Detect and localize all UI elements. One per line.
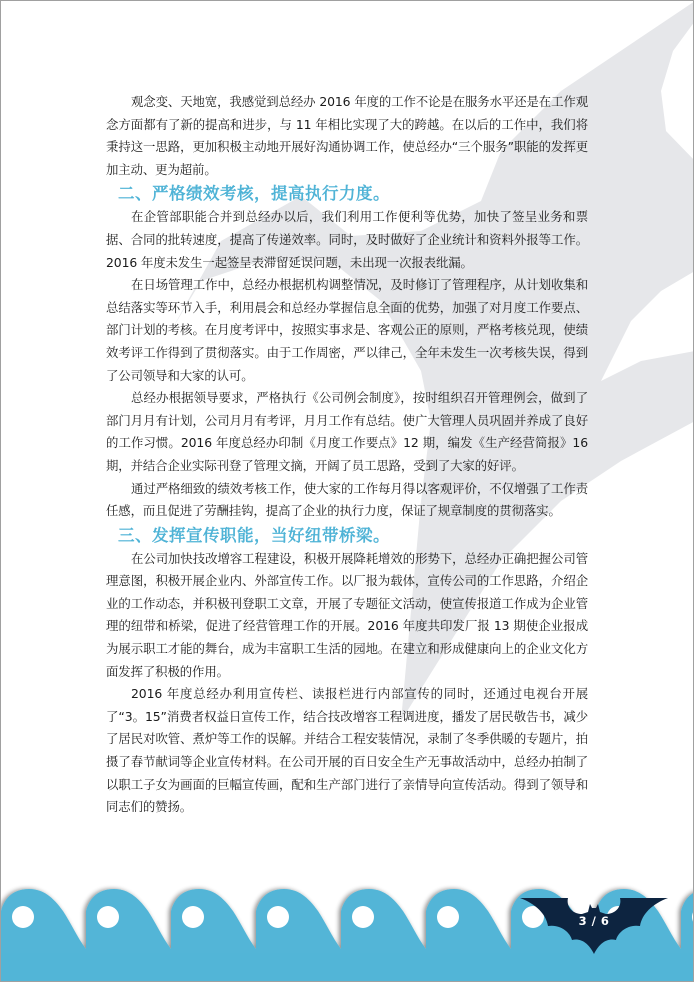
page-number: 3 / 6 <box>578 914 610 928</box>
paragraph: 2016 年度总经办利用宣传栏、读报栏进行内部宣传的同时，还通过电视台开展了“3。15”消费者权益日宣传工作，结合技改增容工程调进度，播发了居民敬告书，减少了居民对吹管、煮炉等工作的误解。并结合工程安装情况，录制了冬季供暖的专题片，拍摄了春节献词等企业宣传材料。在公司开展的百日安全生产无事故活动中，总经办拍制了以职工子女为画面的巨幅宣传画，配和生产部门进行了亲情导向宣传活动。得到了领导和同志们的赞扬。 <box>106 686 588 815</box>
paragraph: 在企管部职能合并到总经办以后，我们利用工作便利等优势，加快了签呈业务和票据、合同的批转速度，提高了传递效率。同时，及时做好了企业统计和资料外报等工作。2016 年度未发生一起签呈表滞留延误问题，未出现一次报表纰漏。 <box>106 209 588 270</box>
paragraph: 总经办根据领导要求，严格执行《公司例会制度》，按时组织召开管理例会，做到了部门月月有计划，公司月月有考评，月月工作有总结。使广大管理人员巩固并养成了良好的工作习惯。2016 年度总经办印制《月度工作要点》12 期，编发《生产经营简报》16 期，并结合企业实际刊登了管理文摘，开阔了员工思路，受到了大家的好评。 <box>106 390 588 473</box>
document-body <box>106 91 588 819</box>
section-heading-3: 三、发挥宣传职能，当好纽带桥梁。 <box>118 525 390 545</box>
paragraph: 通过严格细致的绩效考核工作，使大家的工作每月得以客观评价，不仅增强了工作责任感，而且促进了劳酬挂钩，提高了企业的执行力度，保证了规章制度的贯彻落实。 <box>106 480 588 519</box>
section-heading-2: 二、严格绩效考核，提高执行力度。 <box>118 184 390 204</box>
paragraph: 在公司加快技改增容工程建设，积极开展降耗增效的形势下，总经办正确把握公司管理意图，积极开展企业内、外部宣传工作。以厂报为载体，宣传公司的工作思路，介绍企业的工作动态，并积极刊登职工文章，开展了专题征文活动，使宣传报道工作成为企业管理的纽带和桥梁，促进了经营管理工作的开展。2016 年度共印发厂报 13 期使企业报成为展示职工才能的舞台，成为丰富职工生活的园地。在建立和形成健康向上的企业文化方面发挥了积极的作用。 <box>106 550 588 679</box>
paragraph: 在日场管理工作中，总经办根据机构调整情况，及时修订了管理程序，从计划收集和总结落实等环节入手，利用晨会和总经办掌握信息全面的优势，加强了对月度工作要点、部门计划的考核。在月度考评中，按照实事求是、客观公正的原则，严格考核兑现，使绩效考评工作得到了贯彻落实。由于工作周密，严以律己，全年未发生一次考核失误，得到了公司领导和大家的认可。 <box>106 277 588 383</box>
page-indicator-badge <box>520 896 668 954</box>
paragraph-intro: 观念变、天地宽，我感觉到总经办 2016 年度的工作不论是在服务水平还是在工作观念方面都有了新的提高和进步，与 11 年相比实现了大的跨越。在以后的工作中，我们将秉持这一思路，更加积极主动地开展好沟通协调工作，使总经办“三个服务”职能的发挥更加主动、更为超前。 <box>106 94 588 177</box>
